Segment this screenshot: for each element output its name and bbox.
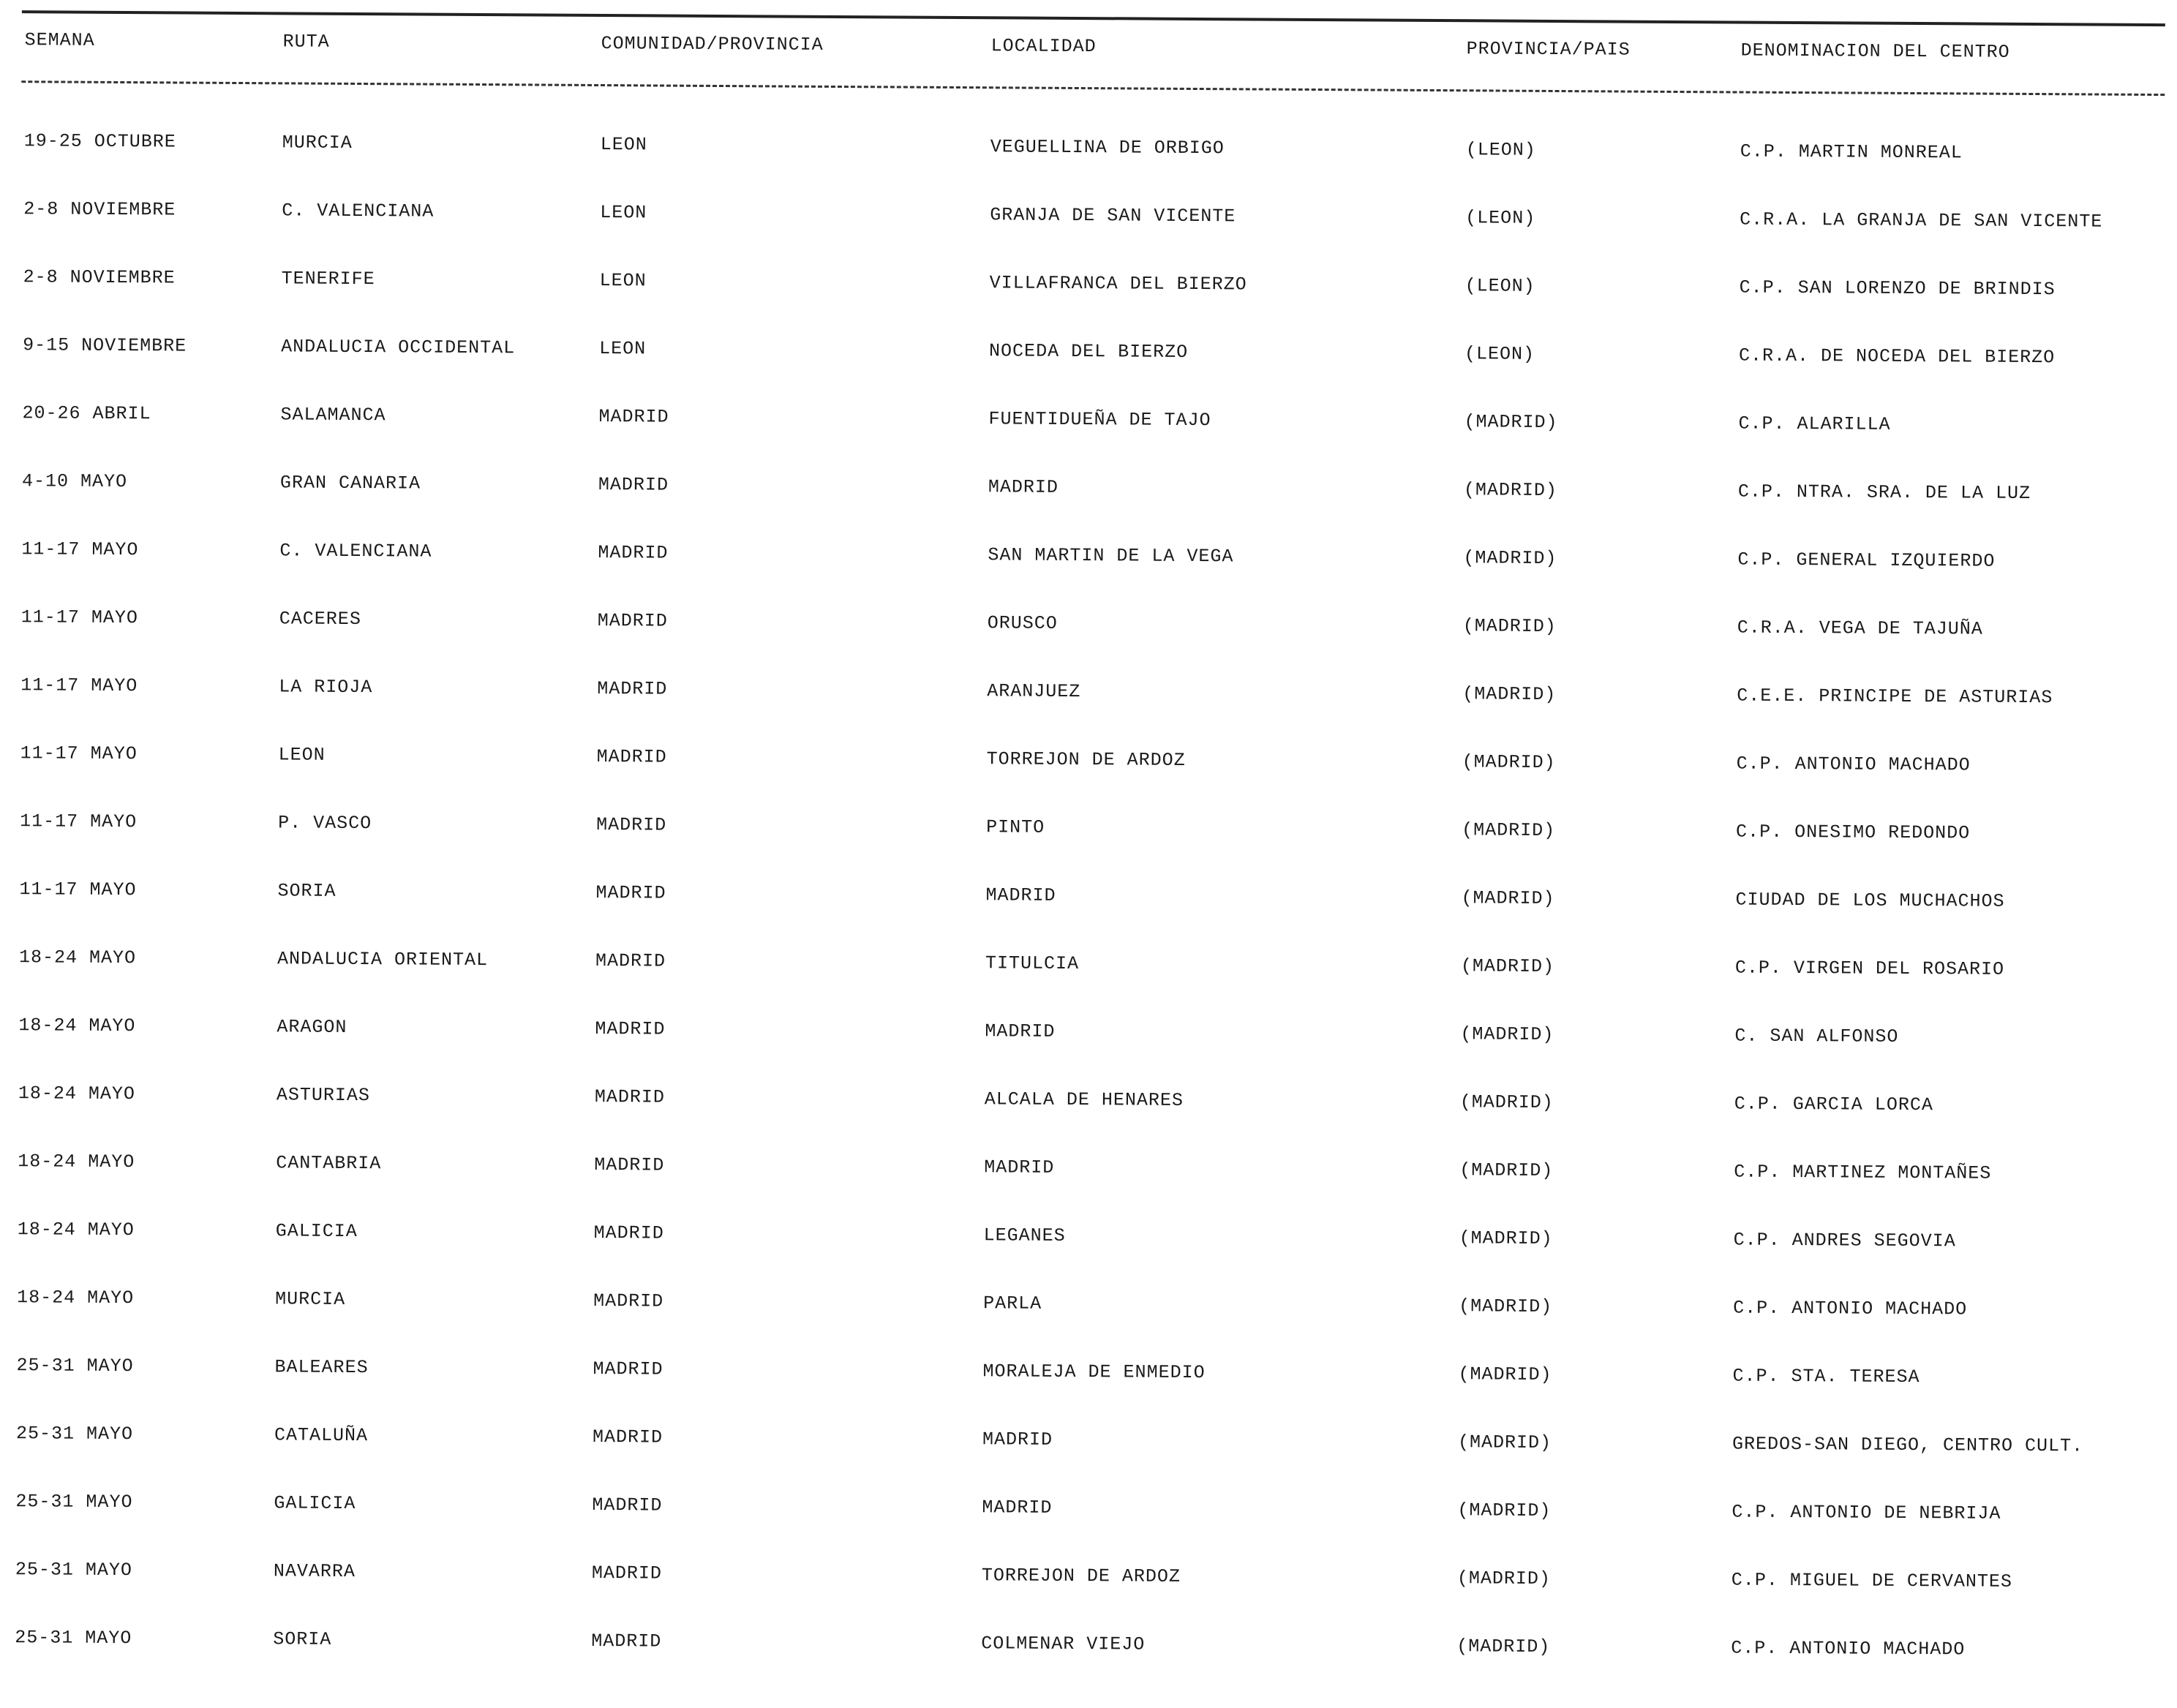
cell-localidad: FUENTIDUEÑA DE TAJO (988, 408, 1211, 432)
cell-localidad: NOCEDA DEL BIERZO (989, 340, 1189, 363)
cell-ruta: C. VALENCIANA (279, 540, 432, 563)
table-body (0, 130, 2176, 1708)
cell-provincia: (MADRID) (1457, 1432, 1552, 1453)
cell-semana: 4-10 MAYO (21, 470, 128, 493)
cell-ruta: NAVARRA (273, 1560, 356, 1583)
table-row (0, 198, 2176, 279)
cell-centro: C. SAN ALFONSO (1734, 1025, 1899, 1047)
cell-provincia: (MADRID) (1460, 955, 1555, 978)
cell-localidad: MADRID (985, 884, 1056, 906)
cell-localidad: TORREJON DE ARDOZ (986, 748, 1186, 771)
cell-comunidad: MADRID (598, 406, 669, 428)
cell-semana: 2-8 NOVIEMBRE (23, 198, 176, 221)
table-row (0, 1219, 2170, 1300)
cell-provincia: (MADRID) (1463, 547, 1557, 570)
cell-ruta: ASTURIAS (276, 1084, 370, 1107)
table-row (0, 1287, 2169, 1368)
table-row (0, 1559, 2167, 1640)
cell-provincia: (LEON) (1465, 275, 1535, 297)
cell-ruta: MURCIA (275, 1288, 346, 1310)
cell-semana: 11-17 MAYO (20, 810, 138, 833)
cell-comunidad: MADRID (591, 1562, 662, 1584)
cell-comunidad: MADRID (595, 949, 666, 972)
cell-localidad: LEGANES (983, 1224, 1066, 1246)
cell-provincia: (MADRID) (1463, 479, 1558, 502)
cell-comunidad: MADRID (593, 1358, 663, 1380)
table-row (0, 1491, 2167, 1572)
table-row (0, 879, 2172, 960)
table-row (0, 810, 2172, 892)
cell-comunidad: MADRID (597, 610, 668, 632)
cell-ruta: SORIA (273, 1628, 332, 1650)
cell-semana: 18-24 MAYO (18, 1151, 135, 1173)
cell-ruta: ANDALUCIA OCCIDENTAL (281, 336, 516, 359)
cell-comunidad: MADRID (598, 542, 669, 564)
cell-centro: C.P. NTRA. SRA. DE LA LUZ (1737, 481, 2031, 504)
cell-ruta: TENERIFE (281, 268, 375, 290)
table-row (0, 1627, 2167, 1708)
cell-ruta: P. VASCO (278, 812, 372, 835)
cell-provincia: (MADRID) (1458, 1363, 1552, 1385)
cell-localidad: MADRID (984, 1156, 1055, 1178)
cell-comunidad: MADRID (593, 1222, 664, 1244)
cell-provincia: (MADRID) (1459, 1227, 1553, 1249)
cell-ruta: CATALUÑA (274, 1424, 369, 1447)
cell-comunidad: MADRID (594, 1086, 665, 1108)
cell-semana: 18-24 MAYO (18, 1083, 135, 1105)
table-row (0, 674, 2173, 756)
cell-centro: C.P. MARTIN MONREAL (1740, 140, 1963, 164)
cell-provincia: (MADRID) (1462, 683, 1557, 706)
cell-provincia: (MADRID) (1464, 411, 1558, 434)
cell-localidad: PINTO (986, 816, 1045, 838)
cell-semana: 25-31 MAYO (15, 1491, 133, 1513)
cell-provincia: (LEON) (1465, 207, 1536, 229)
table-row (0, 1083, 2170, 1164)
cell-centro: C.P. MARTINEZ MONTAÑES (1734, 1161, 1992, 1184)
cell-semana: 19-25 OCTUBRE (23, 130, 176, 153)
top-rule (22, 10, 2165, 26)
cell-provincia: (LEON) (1465, 139, 1536, 161)
cell-semana: 18-24 MAYO (17, 1287, 135, 1309)
cell-centro: C.P. ANTONIO MACHADO (1731, 1637, 1966, 1660)
cell-ruta: ARAGON (277, 1016, 347, 1038)
cell-ruta: GALICIA (274, 1492, 356, 1515)
header-semana: SEMANA (24, 29, 95, 51)
cell-centro: C.P. ANTONIO DE NEBRIJA (1732, 1501, 2001, 1524)
cell-localidad: MORALEJA DE ENMEDIO (982, 1361, 1206, 1384)
cell-localidad: GRANJA DE SAN VICENTE (990, 204, 1236, 227)
cell-semana: 25-31 MAYO (15, 1627, 132, 1649)
cell-centro: C.P. MIGUEL DE CERVANTES (1731, 1569, 2012, 1592)
header-denominacion: DENOMINACION DEL CENTRO (1740, 39, 2010, 63)
table-row (0, 606, 2173, 688)
cell-ruta: LEON (278, 744, 326, 766)
cell-semana: 11-17 MAYO (20, 674, 138, 697)
table-header (0, 29, 2177, 79)
cell-semana: 11-17 MAYO (20, 742, 138, 765)
cell-provincia: (LEON) (1464, 343, 1535, 365)
cell-provincia: (MADRID) (1460, 1023, 1554, 1046)
cell-provincia: (MADRID) (1459, 1091, 1554, 1114)
cell-comunidad: LEON (599, 338, 647, 360)
cell-provincia: (MADRID) (1462, 615, 1557, 638)
table-row (0, 538, 2173, 620)
cell-semana: 2-8 NOVIEMBRE (23, 266, 176, 289)
cell-comunidad: MADRID (591, 1630, 662, 1652)
cell-centro: C.P. ONESIMO REDONDO (1736, 821, 1971, 844)
cell-localidad: PARLA (983, 1293, 1042, 1314)
table-row (0, 1423, 2168, 1504)
cell-localidad: TORREJON DE ARDOZ (981, 1565, 1181, 1587)
header-ruta: RUTA (282, 31, 330, 53)
cell-centro: C.P. ALARILLA (1738, 413, 1891, 435)
header-localidad: LOCALIDAD (990, 35, 1097, 58)
cell-localidad: COLMENAR VIEJO (981, 1633, 1146, 1655)
cell-semana: 25-31 MAYO (16, 1355, 134, 1377)
cell-ruta: LA RIOJA (279, 676, 373, 699)
cell-localidad: ARANJUEZ (987, 680, 1081, 703)
table-row (0, 1151, 2170, 1232)
cell-semana: 18-24 MAYO (17, 1219, 135, 1241)
cell-provincia: (MADRID) (1461, 887, 1555, 910)
cell-localidad: SAN MARTIN DE LA VEGA (988, 544, 1234, 568)
header-provincia: PROVINCIA/PAIS (1466, 38, 1631, 61)
cell-localidad: MADRID (988, 476, 1059, 498)
cell-centro: C.R.A. VEGA DE TAJUÑA (1737, 617, 1983, 640)
cell-centro: C.E.E. PRINCIPE DE ASTURIAS (1737, 685, 2053, 709)
cell-localidad: VEGUELLINA DE ORBIGO (990, 136, 1225, 159)
cell-ruta: BALEARES (274, 1356, 369, 1379)
cell-provincia: (MADRID) (1459, 1159, 1554, 1181)
cell-localidad: ALCALA DE HENARES (984, 1088, 1184, 1111)
cell-comunidad: MADRID (596, 746, 667, 768)
cell-comunidad: MADRID (597, 678, 668, 700)
table-row (0, 334, 2175, 415)
cell-provincia: (MADRID) (1462, 819, 1556, 842)
cell-ruta: CANTABRIA (276, 1152, 382, 1175)
cell-localidad: TITULCIA (985, 952, 1080, 975)
cell-ruta: SALAMANCA (280, 404, 386, 426)
table-row (0, 266, 2176, 347)
cell-semana: 9-15 NOVIEMBRE (23, 334, 187, 357)
cell-comunidad: LEON (600, 134, 647, 156)
cell-centro: CIUDAD DE LOS MUCHACHOS (1735, 889, 2005, 912)
cell-comunidad: MADRID (592, 1494, 663, 1516)
cell-semana: 11-17 MAYO (20, 606, 138, 629)
cell-centro: C.P. GARCIA LORCA (1734, 1093, 1933, 1116)
cell-centro: C.P. ANTONIO MACHADO (1733, 1297, 1968, 1320)
cell-comunidad: MADRID (592, 1426, 663, 1448)
cell-semana: 11-17 MAYO (19, 879, 137, 901)
table-row (0, 470, 2174, 552)
cell-comunidad: MADRID (593, 1290, 664, 1312)
cell-comunidad: MADRID (598, 474, 669, 496)
cell-ruta: SORIA (277, 880, 336, 902)
cell-comunidad: LEON (599, 270, 647, 292)
cell-semana: 18-24 MAYO (18, 947, 137, 969)
cell-centro: C.P. GENERAL IZQUIERDO (1737, 549, 1996, 572)
header-comunidad: COMUNIDAD/PROVINCIA (601, 33, 824, 56)
cell-semana: 11-17 MAYO (21, 538, 139, 561)
cell-semana: 20-26 ABRIL (22, 402, 151, 425)
cell-comunidad: MADRID (596, 814, 667, 836)
cell-localidad: MADRID (985, 1020, 1056, 1042)
cell-comunidad: MADRID (594, 1154, 665, 1176)
cell-localidad: ORUSCO (987, 612, 1058, 634)
cell-ruta: GRAN CANARIA (279, 472, 421, 494)
cell-centro: C.P. SAN LORENZO DE BRINDIS (1739, 276, 2056, 301)
cell-provincia: (MADRID) (1457, 1500, 1552, 1521)
cell-provincia: (MADRID) (1456, 1568, 1551, 1590)
cell-centro: C.P. ANDRES SEGOVIA (1733, 1229, 1956, 1252)
cell-comunidad: MADRID (595, 881, 666, 904)
cell-localidad: MADRID (982, 1429, 1053, 1451)
cell-centro: C.P. VIRGEN DEL ROSARIO (1734, 957, 2005, 980)
cell-ruta: GALICIA (275, 1220, 358, 1243)
cell-ruta: ANDALUCIA ORIENTAL (277, 948, 489, 971)
cell-ruta: MURCIA (282, 132, 353, 154)
cell-comunidad: LEON (600, 202, 647, 224)
cell-centro: C.P. ANTONIO MACHADO (1736, 753, 1971, 776)
cell-ruta: CACERES (279, 608, 361, 631)
cell-comunidad: MADRID (595, 1017, 666, 1040)
cell-semana: 18-24 MAYO (18, 1015, 136, 1037)
cell-ruta: C. VALENCIANA (282, 200, 435, 222)
cell-centro: C.R.A. DE NOCEDA DEL BIERZO (1738, 345, 2056, 369)
cell-centro: C.P. STA. TERESA (1732, 1365, 1920, 1388)
table-row (0, 742, 2173, 824)
table-row (0, 1015, 2170, 1096)
cell-localidad: VILLAFRANCA DEL BIERZO (989, 272, 1247, 296)
cell-semana: 25-31 MAYO (15, 1423, 134, 1445)
table-row (0, 130, 2176, 211)
table-row (0, 402, 2175, 484)
cell-provincia: (MADRID) (1462, 751, 1556, 774)
cell-localidad: MADRID (982, 1497, 1053, 1519)
table-row (0, 1355, 2169, 1436)
table-row (0, 947, 2171, 1028)
cell-provincia: (MADRID) (1459, 1295, 1553, 1317)
cell-semana: 25-31 MAYO (15, 1559, 133, 1581)
header-dashed-rule (21, 80, 2165, 96)
cell-provincia: (MADRID) (1456, 1636, 1551, 1658)
cell-centro: GREDOS-SAN DIEGO, CENTRO CULT. (1732, 1433, 2084, 1457)
cell-centro: C.R.A. LA GRANJA DE SAN VICENTE (1740, 208, 2103, 233)
